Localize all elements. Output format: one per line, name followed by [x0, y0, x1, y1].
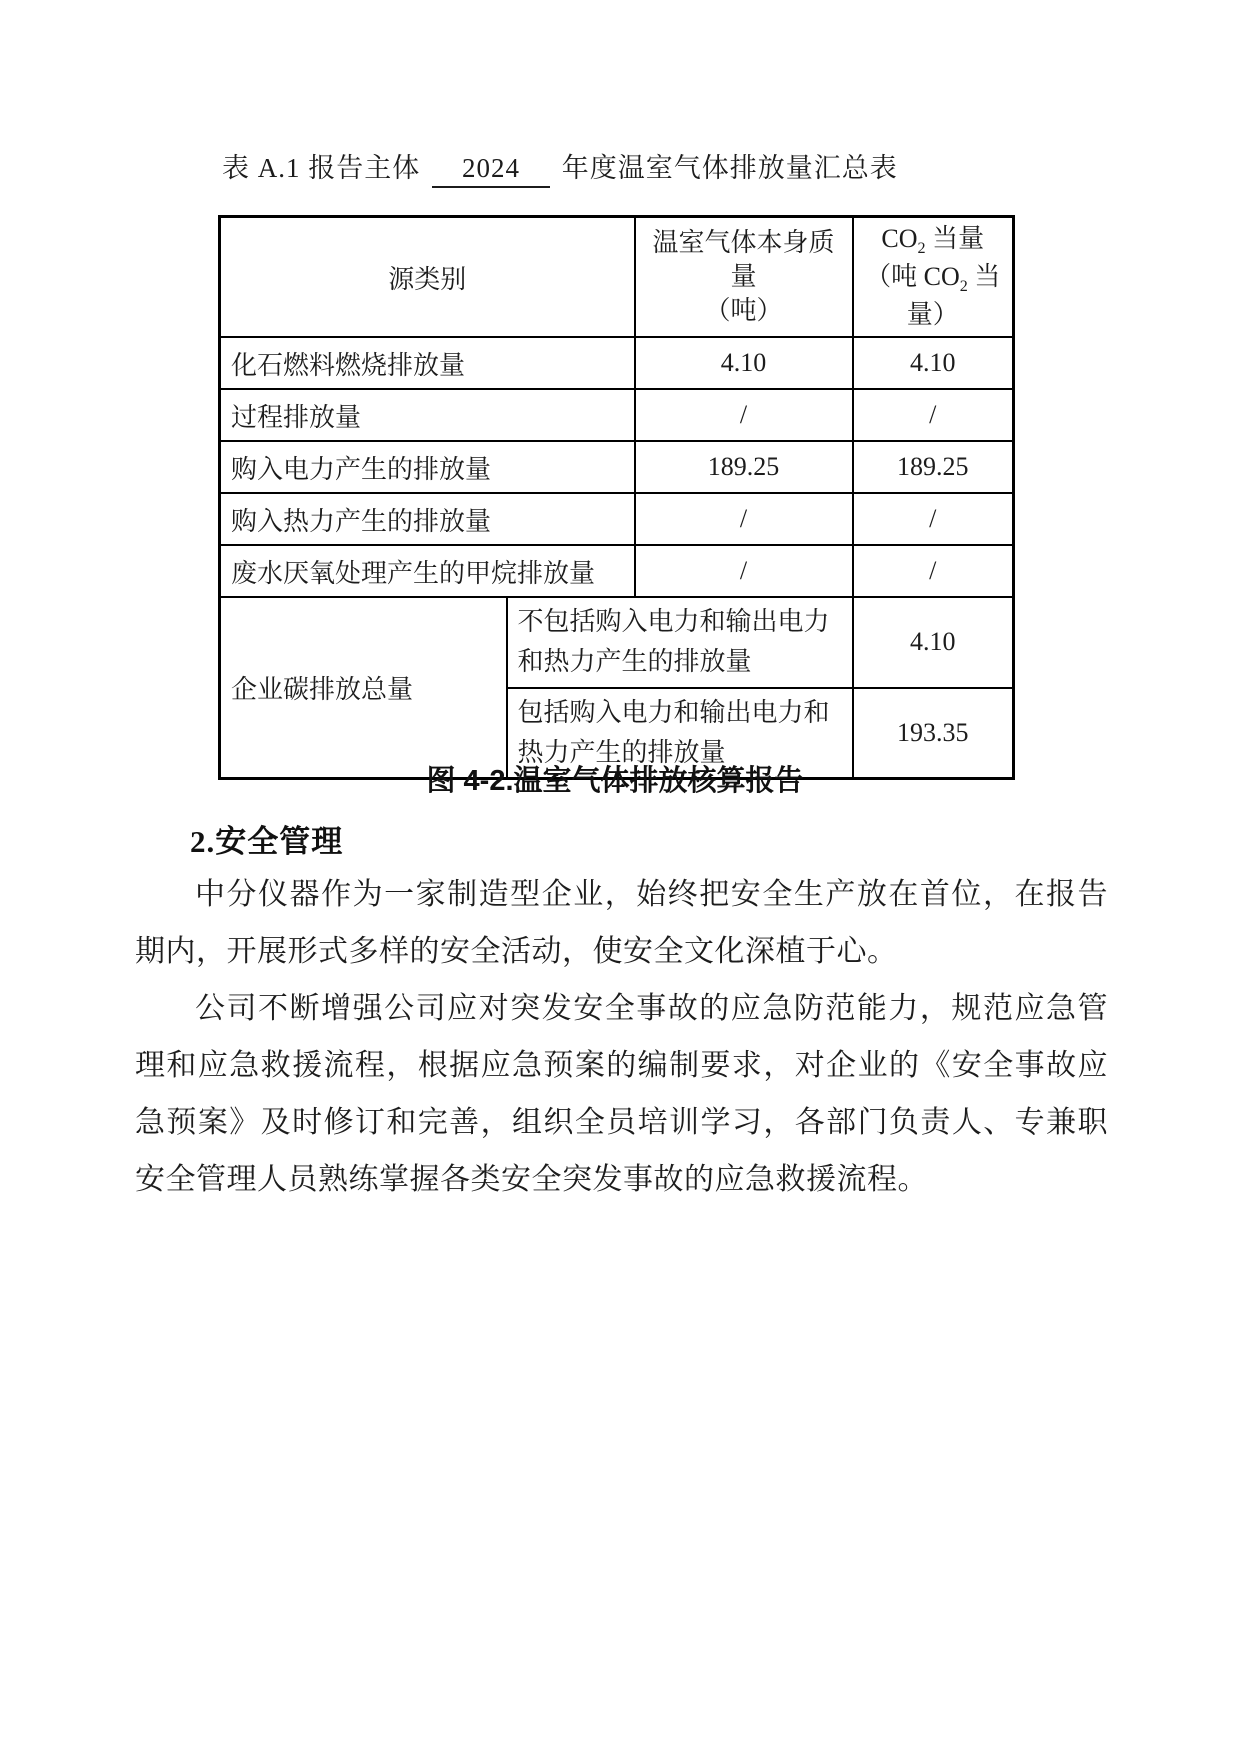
row-label: 购入电力产生的排放量: [220, 441, 635, 493]
paragraph-safety-intro: 中分仪器作为一家制造型企业，始终把安全生产放在首位，在报告期内，开展形式多样的安全活动，使安全文化深植于心。: [135, 878, 1108, 968]
co2e-pre: CO: [881, 224, 918, 253]
table-row: [220, 493, 1014, 545]
paragraph-emergency-management: 公司不断增强公司应对突发安全事故的应急防范能力，规范应急管理和应急救援流程，根据应急预案的编制要求，对企业的《安全事故应急预案》及时修订和完善，组织全员培训学习，各部门负责人、专兼职安全管理人员熟练掌握各类安全突发事故的应急救援流程。: [135, 992, 1108, 1196]
co2e-unit-pre: （吨 CO: [865, 262, 960, 292]
total-desc-including: 包括购入电力和输出电力和热力产生的排放量: [507, 688, 853, 779]
row-co2e: 4.10: [853, 337, 1014, 389]
table-row: [220, 337, 1014, 389]
table-row: [220, 441, 1014, 493]
table-header-row: [220, 217, 1014, 338]
row-co2e: /: [853, 545, 1014, 597]
figure-caption: 图 4-2.温室气体排放核算报告: [426, 765, 804, 797]
row-co2e: 189.25: [853, 441, 1014, 493]
row-mass: 4.10: [635, 337, 853, 389]
row-label: 废水厌氧处理产生的甲烷排放量: [220, 545, 635, 597]
row-label: 购入热力产生的排放量: [220, 493, 635, 545]
emissions-summary-table: [218, 215, 1015, 780]
row-label: 过程排放量: [220, 389, 635, 441]
co2e-unit-sub: 2: [959, 278, 968, 296]
co2e-sub: 2: [917, 240, 926, 258]
row-mass: /: [635, 545, 853, 597]
table-title-suffix: 年度温室气体排放量汇总表: [561, 153, 898, 183]
header-source-category: 源类别: [220, 217, 635, 338]
row-mass: /: [635, 389, 853, 441]
header-co2e-line1: [864, 222, 1003, 260]
row-mass: 189.25: [635, 441, 853, 493]
header-co2e: [853, 217, 1014, 338]
row-co2e: /: [853, 493, 1014, 545]
section-heading: 2.安全管理: [190, 824, 344, 859]
header-co2e-unit: [864, 260, 1003, 332]
table-row: [220, 389, 1014, 441]
table-total-row: [220, 597, 1014, 688]
row-label: 化石燃料燃烧排放量: [220, 337, 635, 389]
header-ghg-mass-unit: （吨）: [704, 295, 783, 325]
table-title-year-underlined: 2024: [432, 153, 550, 188]
body-text: [135, 866, 1108, 1208]
total-label: 企业碳排放总量: [220, 597, 507, 779]
header-ghg-mass-line1: 温室气体本身质量: [652, 228, 835, 292]
row-mass: /: [635, 493, 853, 545]
row-co2e: /: [853, 389, 1014, 441]
co2e-post: 当量: [925, 224, 985, 253]
table-row: [220, 545, 1014, 597]
table-title: [222, 146, 898, 188]
header-ghg-mass: [635, 217, 853, 338]
table-title-prefix: 表 A.1 报告主体: [222, 153, 421, 183]
co2e-unit-post: 当量）: [906, 262, 1001, 330]
total-desc-excluding: 不包括购入电力和输出电力和热力产生的排放量: [507, 597, 853, 688]
total-value-excluding: 4.10: [853, 597, 1014, 688]
total-value-including: 193.35: [853, 688, 1014, 779]
